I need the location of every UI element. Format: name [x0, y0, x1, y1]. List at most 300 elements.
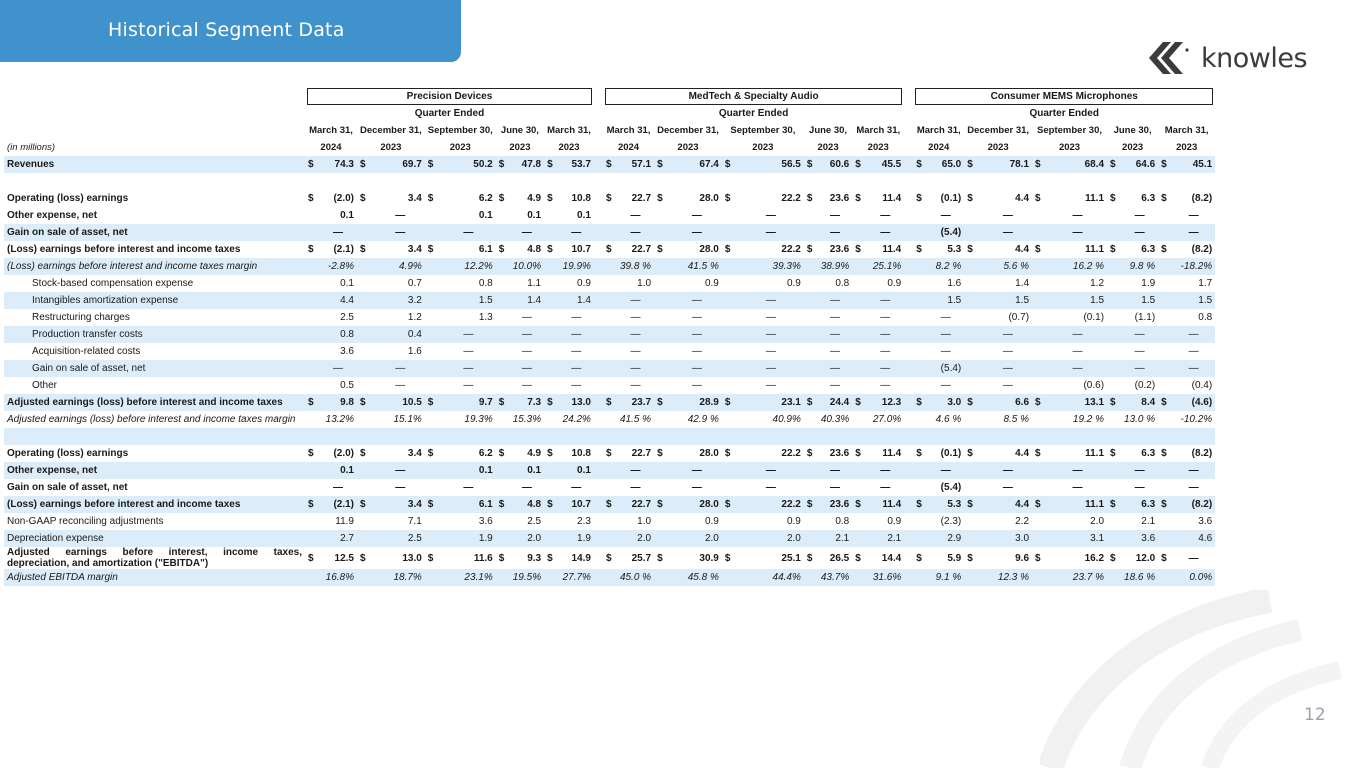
- value-cell: —: [880, 210, 891, 221]
- currency-symbol: [654, 569, 672, 586]
- value-cell: 0.1: [559, 462, 594, 479]
- value-cell: 4.9: [527, 193, 542, 204]
- currency-symbol: [425, 224, 441, 241]
- value-cell: 4.8: [527, 244, 542, 255]
- value-cell: —: [818, 462, 852, 479]
- segment-title: Consumer MEMS Microphones: [915, 88, 1213, 105]
- value-cell: —: [880, 346, 891, 357]
- table-cell: [904, 513, 913, 530]
- value-cell: 1.3: [478, 312, 493, 323]
- currency-symbol: $: [657, 552, 663, 564]
- currency-symbol: [496, 513, 510, 530]
- column-header: September 30,: [730, 125, 796, 136]
- table-cell: [904, 343, 913, 360]
- column-header: 2023: [509, 142, 531, 153]
- value-cell: 3.1: [1048, 530, 1107, 547]
- currency-symbol: [1107, 377, 1121, 394]
- value-cell: (0.7): [1008, 312, 1030, 323]
- value-cell: 45.0 %: [617, 569, 654, 586]
- currency-symbol: [852, 530, 866, 547]
- currency-symbol: [722, 275, 738, 292]
- currency-symbol: [722, 207, 738, 224]
- currency-symbol: [357, 377, 376, 394]
- value-cell: (0.6): [1083, 380, 1105, 391]
- currency-symbol: $: [308, 448, 314, 459]
- currency-symbol: $: [1032, 156, 1048, 173]
- currency-symbol: [654, 224, 672, 241]
- logo-wordmark: knowles: [1201, 42, 1308, 74]
- value-cell: 22.2: [781, 193, 801, 204]
- value-cell: 6.1: [478, 244, 493, 255]
- table-row: [4, 496, 1215, 513]
- currency-symbol: $: [427, 552, 434, 564]
- value-cell: 28.0: [672, 496, 722, 513]
- value-cell: —: [738, 360, 804, 377]
- value-cell: —: [672, 326, 722, 343]
- currency-symbol: [305, 462, 319, 479]
- value-cell: 3.4: [407, 448, 422, 459]
- value-cell: (2.0): [333, 193, 354, 204]
- currency-symbol: $: [855, 244, 861, 255]
- value-cell: 23.6: [829, 448, 850, 459]
- value-cell: 1.9: [441, 530, 496, 547]
- header-banner: [0, 0, 461, 62]
- value-cell: 43.7%: [818, 569, 852, 586]
- table-row: [4, 241, 1215, 258]
- currency-symbol: [603, 569, 617, 586]
- currency-symbol: [804, 207, 818, 224]
- currency-symbol: $: [657, 193, 663, 204]
- currency-symbol: [722, 258, 738, 275]
- value-cell: 9.8: [319, 394, 357, 411]
- currency-symbol: [1107, 569, 1121, 586]
- period-label-row: [4, 105, 1215, 122]
- table-cell: [904, 479, 913, 496]
- table-row: [4, 207, 1215, 224]
- table-cell: [594, 513, 603, 530]
- table-cell: [594, 275, 603, 292]
- currency-symbol: [357, 513, 376, 530]
- value-cell: 45.1: [1172, 156, 1215, 173]
- currency-symbol: [1107, 207, 1121, 224]
- currency-symbol: $: [967, 552, 973, 564]
- value-cell: —: [927, 326, 964, 343]
- value-cell: —: [940, 380, 951, 391]
- value-cell: 3.6: [478, 516, 493, 527]
- value-cell: —: [1002, 210, 1013, 221]
- table-row: [4, 479, 1215, 496]
- value-cell: 1.0: [637, 278, 652, 289]
- page-title: Historical Segment Data: [108, 19, 345, 41]
- currency-symbol: [654, 258, 672, 275]
- currency-symbol: [603, 207, 617, 224]
- currency-symbol: $: [498, 193, 505, 204]
- value-cell: 2.1: [866, 530, 904, 547]
- currency-symbol: $: [852, 496, 866, 513]
- currency-symbol: $: [722, 496, 738, 513]
- value-cell: 25.1%: [866, 258, 904, 275]
- table-cell: [4, 88, 305, 105]
- value-cell: —: [463, 346, 474, 357]
- currency-symbol: [852, 207, 866, 224]
- row-label: Depreciation expense: [4, 530, 305, 547]
- value-cell: 5.6 %: [984, 258, 1032, 275]
- value-cell: 11.4: [866, 496, 904, 513]
- value-cell: 10.7: [571, 244, 591, 255]
- decorative-arcs: [1040, 590, 1365, 768]
- table-cell: [594, 139, 603, 156]
- value-cell: —: [830, 482, 841, 493]
- table-cell: [904, 496, 913, 513]
- table-cell: [904, 394, 913, 411]
- currency-symbol: [852, 377, 866, 394]
- currency-symbol: [964, 207, 983, 224]
- currency-symbol: [357, 411, 376, 428]
- value-cell: 22.7: [631, 448, 652, 459]
- currency-symbol: [654, 326, 672, 343]
- currency-symbol: $: [1110, 193, 1116, 204]
- table-cell: [904, 224, 913, 241]
- currency-symbol: [496, 462, 510, 479]
- currency-symbol: [305, 377, 319, 394]
- currency-symbol: [603, 479, 617, 496]
- value-cell: 11.4: [882, 193, 902, 204]
- value-cell: 2.1: [818, 530, 852, 547]
- table-cell: [904, 360, 913, 377]
- currency-symbol: $: [357, 496, 376, 513]
- currency-symbol: [357, 569, 376, 586]
- currency-symbol: [654, 513, 672, 530]
- currency-symbol: $: [605, 448, 612, 459]
- value-cell: 19.2 %: [1072, 414, 1105, 425]
- currency-symbol: $: [1107, 496, 1121, 513]
- table-cell: [904, 122, 913, 139]
- value-cell: 2.3: [577, 516, 591, 527]
- currency-symbol: [496, 411, 510, 428]
- currency-symbol: [964, 258, 983, 275]
- currency-symbol: $: [967, 244, 973, 255]
- value-cell: —: [395, 210, 406, 221]
- currency-symbol: [913, 377, 927, 394]
- currency-symbol: [425, 207, 441, 224]
- value-cell: —: [395, 482, 406, 493]
- value-cell: 4.4: [319, 292, 357, 309]
- value-cell: —: [1121, 224, 1158, 241]
- table-cell: [904, 88, 913, 105]
- value-cell: —: [1048, 360, 1107, 377]
- currency-symbol: [357, 360, 376, 377]
- value-cell: 40.9%: [772, 414, 801, 425]
- currency-symbol: [425, 360, 441, 377]
- currency-symbol: [1032, 360, 1048, 377]
- table-cell: [594, 309, 603, 326]
- currency-symbol: $: [308, 244, 314, 255]
- currency-symbol: [1158, 513, 1172, 530]
- currency-symbol: [852, 326, 866, 343]
- value-cell: —: [672, 292, 722, 309]
- currency-symbol: [964, 292, 983, 309]
- currency-symbol: $: [722, 394, 738, 411]
- value-cell: 10.0%: [510, 258, 544, 275]
- value-cell: —: [376, 462, 425, 479]
- column-header: 2023: [1176, 142, 1198, 153]
- table-row: [4, 411, 1215, 428]
- currency-symbol: [804, 530, 818, 547]
- value-cell: 2.5: [527, 516, 542, 527]
- value-cell: 11.1: [1085, 244, 1105, 255]
- currency-symbol: [852, 360, 866, 377]
- value-cell: —: [1172, 224, 1215, 241]
- table-cell: [904, 377, 913, 394]
- row-label: Production transfer costs: [4, 326, 305, 343]
- currency-symbol: $: [657, 448, 663, 459]
- value-cell: —: [441, 224, 496, 241]
- currency-symbol: $: [1161, 244, 1167, 255]
- currency-symbol: [1032, 292, 1048, 309]
- value-cell: (2.0): [333, 448, 354, 459]
- currency-symbol: $: [806, 193, 813, 204]
- value-cell: (1.1): [1134, 312, 1156, 323]
- currency-symbol: [1032, 343, 1048, 360]
- currency-symbol: [1032, 411, 1048, 428]
- currency-symbol: [544, 462, 558, 479]
- currency-symbol: [357, 258, 376, 275]
- value-cell: 24.4: [818, 394, 852, 411]
- row-label: Other expense, net: [4, 462, 305, 479]
- table-cell: [594, 569, 603, 586]
- value-cell: 11.4: [882, 244, 902, 255]
- currency-symbol: [544, 309, 558, 326]
- value-cell: 10.8: [571, 448, 591, 459]
- currency-symbol: [425, 569, 441, 586]
- value-cell: 6.6: [984, 394, 1032, 411]
- currency-symbol: [852, 258, 866, 275]
- value-cell: —: [376, 224, 425, 241]
- value-cell: 9.7: [441, 394, 496, 411]
- value-cell: 0.9: [786, 278, 801, 289]
- value-cell: —: [333, 482, 343, 493]
- column-header: December 31,: [967, 125, 1030, 136]
- value-cell: 74.3: [319, 156, 357, 173]
- value-cell: —: [691, 380, 702, 391]
- currency-symbol: [425, 479, 441, 496]
- value-cell: 7.3: [510, 394, 544, 411]
- table-row: [4, 292, 1215, 309]
- row-label: Intangibles amortization expense: [4, 292, 305, 309]
- row-label: Gain on sale of asset, net: [4, 360, 305, 377]
- value-cell: —: [927, 462, 964, 479]
- value-cell: 0.1: [510, 462, 544, 479]
- currency-symbol: [1107, 224, 1121, 241]
- value-cell: 2.0: [617, 530, 654, 547]
- table-cell: [904, 547, 913, 569]
- currency-symbol: [913, 360, 927, 377]
- column-header: March 31,: [916, 125, 961, 136]
- value-cell: —: [617, 360, 654, 377]
- value-cell: 23.1%: [441, 569, 496, 586]
- value-cell: 28.0: [699, 193, 719, 204]
- spacer-row: [4, 173, 1215, 190]
- table-cell: [904, 190, 913, 207]
- currency-symbol: [654, 275, 672, 292]
- value-cell: 23.6: [818, 496, 852, 513]
- value-cell: 4.9%: [376, 258, 425, 275]
- currency-symbol: [1032, 326, 1048, 343]
- currency-symbol: [1032, 224, 1048, 241]
- column-header: 2023: [817, 142, 839, 153]
- table-cell: [904, 241, 913, 258]
- period-label: Quarter Ended: [718, 108, 789, 119]
- value-cell: —: [880, 312, 891, 323]
- currency-symbol: [1158, 360, 1172, 377]
- value-cell: 0.9: [887, 278, 902, 289]
- currency-symbol: [496, 530, 510, 547]
- value-cell: —: [630, 380, 641, 391]
- currency-symbol: [654, 309, 672, 326]
- currency-symbol: [425, 513, 441, 530]
- table-row: [4, 190, 1215, 207]
- column-header: 2024: [320, 142, 342, 153]
- column-header: December 31,: [360, 125, 422, 136]
- currency-symbol: [913, 292, 927, 309]
- value-cell: —: [672, 224, 722, 241]
- currency-symbol: [1158, 411, 1172, 428]
- currency-symbol: $: [425, 496, 441, 513]
- currency-symbol: $: [425, 394, 441, 411]
- value-cell: 10.8: [571, 193, 591, 204]
- value-cell: 22.2: [781, 448, 801, 459]
- value-cell: 13.0: [559, 394, 594, 411]
- value-cell: —: [691, 312, 702, 323]
- segment-header-row: [4, 88, 1215, 105]
- value-cell: 6.3: [1141, 448, 1156, 459]
- value-cell: 0.1: [527, 210, 542, 221]
- currency-symbol: $: [603, 394, 617, 411]
- value-cell: —: [738, 292, 804, 309]
- value-cell: 0.9: [786, 516, 801, 527]
- value-cell: 0.9: [704, 278, 719, 289]
- currency-symbol: $: [1035, 448, 1041, 459]
- currency-symbol: [357, 292, 376, 309]
- value-cell: —: [1072, 482, 1083, 493]
- currency-symbol: $: [657, 244, 663, 255]
- value-cell: 1.5: [927, 292, 964, 309]
- value-cell: 0.8: [835, 278, 850, 289]
- currency-symbol: [603, 377, 617, 394]
- currency-symbol: [544, 258, 558, 275]
- currency-symbol: [496, 479, 510, 496]
- value-cell: 1.6: [947, 278, 962, 289]
- value-cell: 0.1: [340, 278, 354, 289]
- currency-symbol: $: [654, 394, 672, 411]
- currency-symbol: [964, 326, 983, 343]
- currency-symbol: [305, 275, 319, 292]
- value-cell: 6.3: [1141, 193, 1156, 204]
- value-cell: —: [559, 326, 594, 343]
- value-cell: 6.1: [441, 496, 496, 513]
- currency-symbol: $: [913, 156, 927, 173]
- currency-symbol: $: [498, 552, 505, 564]
- currency-symbol: [722, 224, 738, 241]
- value-cell: 2.0: [738, 530, 804, 547]
- currency-symbol: [1158, 530, 1172, 547]
- value-cell: 5.3: [927, 496, 964, 513]
- value-cell: —: [1172, 462, 1215, 479]
- table-cell: [594, 445, 603, 462]
- value-cell: 1.4: [510, 292, 544, 309]
- currency-symbol: $: [724, 552, 731, 564]
- value-cell: 53.7: [559, 156, 594, 173]
- column-header: 2024: [617, 142, 640, 153]
- currency-symbol: $: [964, 496, 983, 513]
- table-row: [4, 394, 1215, 411]
- table-cell: [594, 105, 603, 122]
- currency-symbol: [722, 462, 738, 479]
- currency-symbol: [1107, 530, 1121, 547]
- value-cell: —: [571, 312, 582, 323]
- value-cell: —: [463, 482, 474, 493]
- value-cell: 10.7: [559, 496, 594, 513]
- column-header: 2023: [1058, 142, 1081, 153]
- value-cell: 16.2 %: [1048, 258, 1107, 275]
- value-cell: —: [571, 346, 582, 357]
- value-cell: —: [376, 360, 425, 377]
- column-header: December 31,: [657, 125, 719, 136]
- value-cell: 12.3: [866, 394, 904, 411]
- currency-symbol: [722, 479, 738, 496]
- currency-symbol: [852, 224, 866, 241]
- currency-symbol: [544, 207, 558, 224]
- column-header: March 31,: [309, 125, 353, 136]
- value-cell: 13.2%: [325, 414, 354, 425]
- table-cell: [594, 530, 603, 547]
- value-cell: (2.3): [940, 516, 962, 527]
- column-header: 2023: [380, 142, 402, 153]
- value-cell: —: [1134, 482, 1145, 493]
- currency-symbol: [603, 343, 617, 360]
- currency-symbol: $: [724, 448, 731, 459]
- currency-symbol: [964, 569, 983, 586]
- currency-symbol: $: [1110, 552, 1116, 564]
- currency-symbol: [357, 207, 376, 224]
- value-cell: —: [630, 346, 641, 357]
- currency-symbol: [654, 377, 672, 394]
- column-header: March 31,: [1164, 125, 1209, 136]
- row-label: Adjusted earnings (loss) before interest and income taxes margin: [7, 414, 296, 425]
- value-cell: (8.2): [1191, 448, 1213, 459]
- value-cell: —: [571, 482, 582, 493]
- segment-header: [603, 88, 904, 105]
- currency-symbol: [804, 411, 818, 428]
- currency-symbol: [804, 479, 818, 496]
- value-cell: 0.1: [441, 462, 496, 479]
- currency-symbol: [1032, 377, 1048, 394]
- currency-symbol: $: [913, 496, 927, 513]
- currency-symbol: [964, 360, 983, 377]
- currency-symbol: $: [308, 193, 314, 204]
- value-cell: 6.2: [478, 193, 493, 204]
- column-header: 2023: [677, 142, 699, 153]
- table-cell: [904, 156, 913, 173]
- currency-symbol: $: [1158, 496, 1172, 513]
- value-cell: —: [866, 360, 904, 377]
- value-cell: —: [765, 210, 776, 221]
- currency-symbol: $: [605, 244, 612, 255]
- row-label: (Loss) earnings before interest and income taxes margin: [4, 258, 305, 275]
- value-cell: 22.7: [631, 193, 652, 204]
- value-cell: (0.1): [940, 193, 962, 204]
- currency-symbol: [357, 462, 376, 479]
